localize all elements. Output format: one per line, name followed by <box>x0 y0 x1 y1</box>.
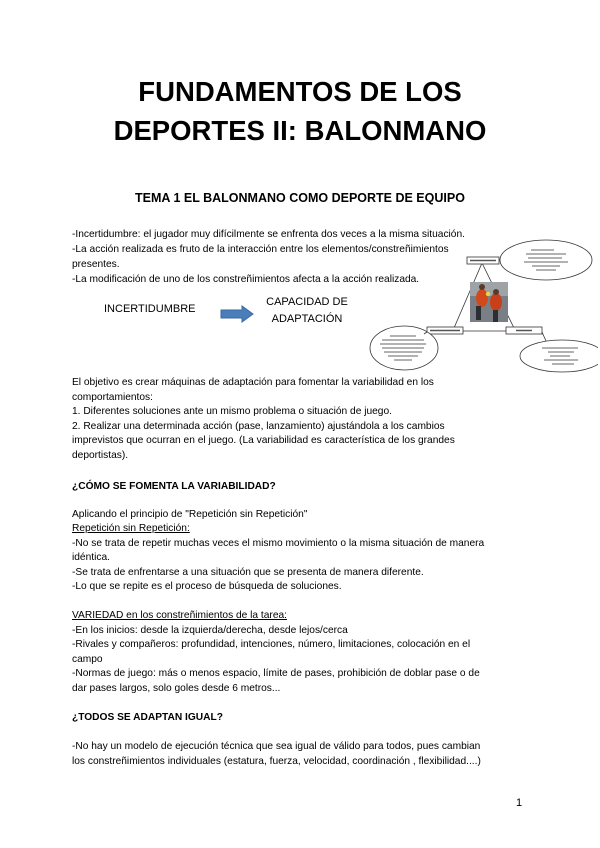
objective-line: El objetivo es crear máquinas de adaptación para fomentar la variabilidad en los <box>72 377 434 388</box>
intro-line: -Incertidumbre: el jugador muy difícilmente se enfrenta dos veces a la misma situación. <box>72 229 465 240</box>
principle-intro: Aplicando el principio de "Repetición sin Repetición" <box>72 509 308 520</box>
concept-uncertainty-label: INCERTIDUMBRE <box>104 303 196 315</box>
concept-adaptation-line-1: CAPACIDAD DE <box>266 296 348 308</box>
concept-adaptation-line-2: ADAPTACIÓN <box>271 313 343 325</box>
principle-line: -Lo que se repite es el proceso de búsqueda de soluciones. <box>72 581 342 592</box>
principle-line: idéntica. <box>72 552 110 563</box>
objective-line: 2. Realizar una determinada acción (pase, lanzamiento) ajustándola a los cambios <box>72 421 445 432</box>
page-number: 1 <box>516 797 523 809</box>
heading-variability: ¿CÓMO SE FOMENTA LA VARIABILIDAD? <box>72 481 276 492</box>
variety-line: campo <box>72 654 103 665</box>
title-line-1: FUNDAMENTOS DE LOS <box>138 76 462 107</box>
section-subtitle: TEMA 1 EL BALONMANO COMO DEPORTE DE EQUIPO <box>135 191 465 205</box>
variety-line: -Normas de juego: más o menos espacio, límite de pases, prohibición de doblar pase o de <box>72 668 480 679</box>
right-arrow-icon <box>220 305 254 323</box>
adapt-line: los constreñimientos individuales (estatura, fuerza, velocidad, coordinación , flexibilidad....) <box>72 756 481 767</box>
title-line-2: DEPORTES II: BALONMANO <box>113 115 487 146</box>
objective-line: deportistas). <box>72 450 129 461</box>
objective-line: 1. Diferentes soluciones ante un mismo problema o situación de juego. <box>72 406 392 417</box>
intro-line: presentes. <box>72 259 120 270</box>
principle-underlined-heading: Repetición sin Repetición: <box>72 523 190 534</box>
objective-line: comportamientos: <box>72 392 153 403</box>
variety-line: -Rivales y compañeros: profundidad, intenciones, número, limitaciones, colocación en el <box>72 639 471 650</box>
intro-line: -La acción realizada es fruto de la interacción entre los elementos/constreñimientos <box>72 244 449 255</box>
variety-underlined-heading: VARIEDAD en los constreñimientos de la tarea: <box>72 610 287 621</box>
heading-adapt: ¿TODOS SE ADAPTAN IGUAL? <box>72 712 223 723</box>
objective-line: imprevistos que ocurran en el juego. (La variabilidad es característica de los grandes <box>72 435 455 446</box>
variety-line: -En los inicios: desde la izquierda/derecha, desde lejos/cerca <box>72 625 348 636</box>
variety-line: dar pases largos, solo goles desde 6 metros... <box>72 683 281 694</box>
page-title <box>40 72 560 150</box>
principle-line: -Se trata de enfrentarse a una situación que se presenta de manera diferente. <box>72 567 424 578</box>
constraints-triangle-diagram <box>366 238 598 373</box>
principle-line: -No se trata de repetir muchas veces el mismo movimiento o la misma situación de manera <box>72 538 485 549</box>
concept-adaptation-label <box>262 294 352 328</box>
intro-line: -La modificación de uno de los constreñimientos afecta a la acción realizada. <box>72 274 420 285</box>
adapt-line: -No hay un modelo de ejecución técnica que sea igual de válido para todos, pues cambian <box>72 741 481 752</box>
